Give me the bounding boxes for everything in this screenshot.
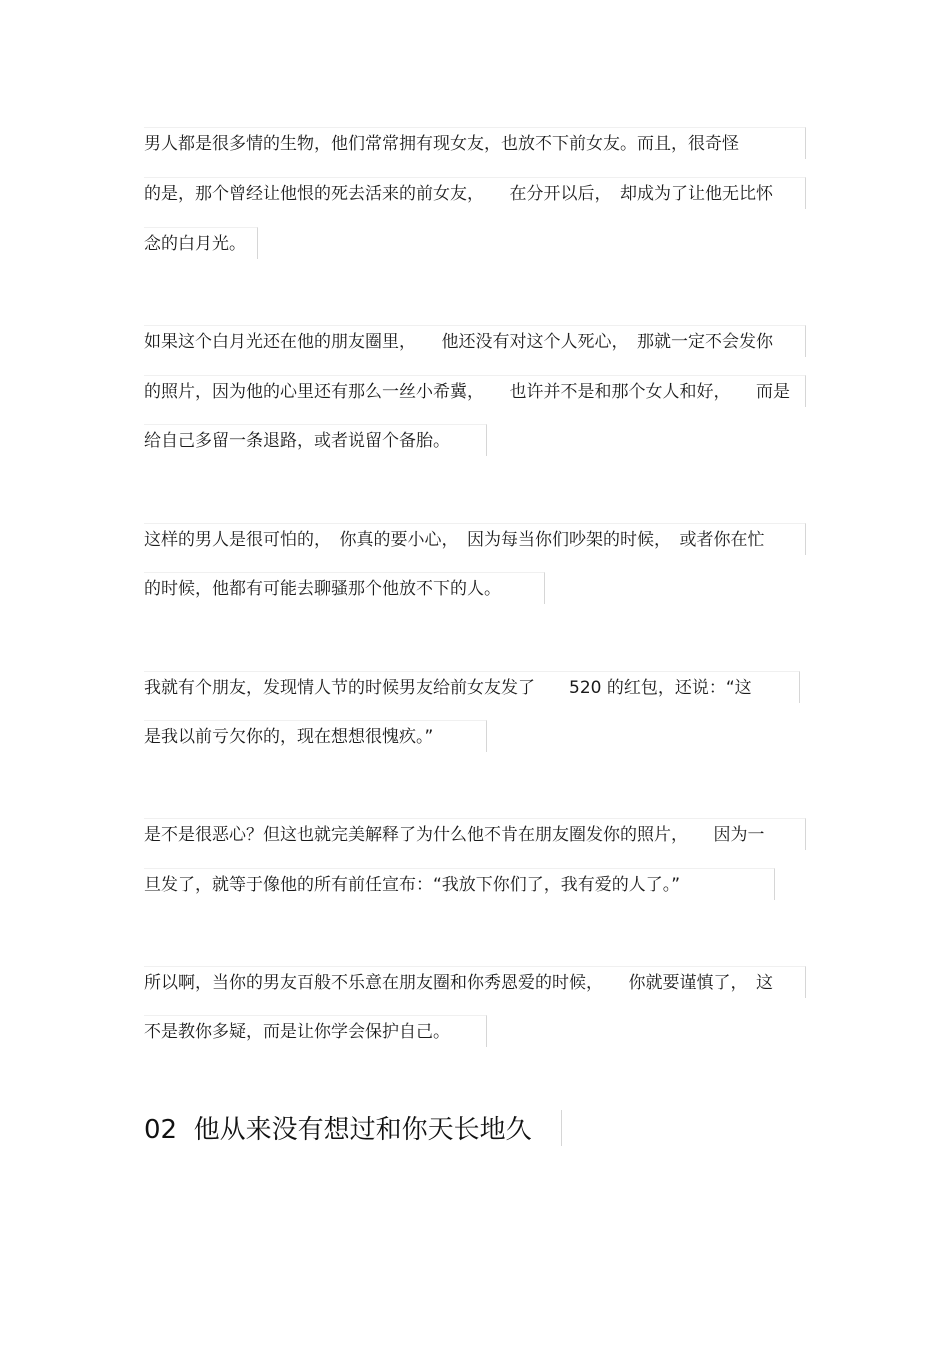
paragraph-1-line-3: 念的白月光。 — [144, 227, 258, 259]
section-heading: 02 他从来没有想过和你天长地久 — [144, 1110, 562, 1146]
paragraph-2-line-3: 给自己多留一条退路，或者说留个备胎。 — [144, 424, 487, 456]
paragraph-3-line-1: 这样的男人是很可怕的， 你真的要小心， 因为每当你们吵架的时候， 或者你在忙 — [144, 523, 806, 555]
paragraph-1-line-1: 男人都是很多情的生物，他们常常拥有现女友，也放不下前女友。而且，很奇怪 — [144, 127, 806, 159]
paragraph-4-line-2: 是我以前亏欠你的，现在想想很愧疚。” — [144, 720, 487, 752]
paragraph-5-line-2: 旦发了，就等于像他的所有前任宣布：“我放下你们了，我有爱的人了。” — [144, 868, 775, 900]
paragraph-2-line-1: 如果这个白月光还在他的朋友圈里， 他还没有对这个人死心， 那就一定不会发你 — [144, 325, 806, 357]
paragraph-3-line-2: 的时候，他都有可能去聊骚那个他放不下的人。 — [144, 572, 545, 604]
paragraph-1-line-2: 的是，那个曾经让他恨的死去活来的前女友， 在分开以后， 却成为了让他无比怀 — [144, 177, 806, 209]
paragraph-2-line-2: 的照片，因为他的心里还有那么一丝小希冀， 也许并不是和那个女人和好， 而是 — [144, 375, 806, 407]
paragraph-6-line-1: 所以啊，当你的男友百般不乐意在朋友圈和你秀恩爱的时候， 你就要谨慎了， 这 — [144, 966, 806, 998]
paragraph-5-line-1: 是不是很恶心？但这也就完美解释了为什么他不肯在朋友圈发你的照片， 因为一 — [144, 818, 806, 850]
paragraph-4-line-1: 我就有个朋友，发现情人节的时候男友给前女友发了 520 的红包，还说：“这 — [144, 671, 800, 703]
paragraph-6-line-2: 不是教你多疑，而是让你学会保护自己。 — [144, 1015, 487, 1047]
